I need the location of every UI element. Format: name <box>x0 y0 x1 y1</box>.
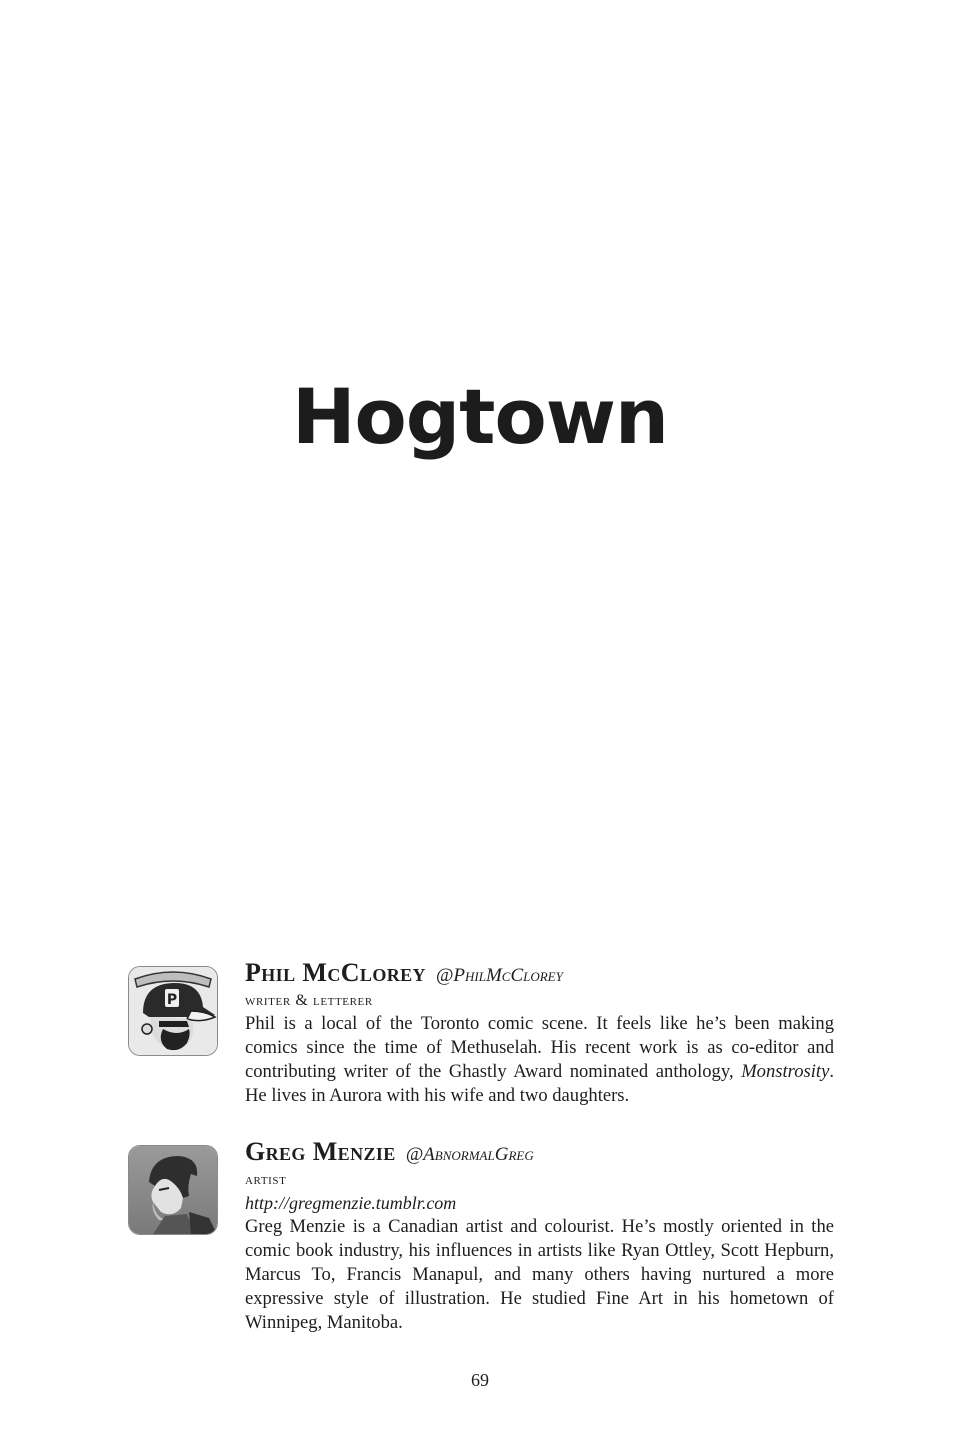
phil-avatar <box>128 966 218 1056</box>
svg-text:P: P <box>166 992 178 1008</box>
contributor-role: writer & letterer <box>245 992 373 1009</box>
contributor-name: Phil McClorey <box>245 958 426 987</box>
greg-avatar <box>128 1145 218 1235</box>
contributor-bio-phil <box>128 956 834 1108</box>
contributor-handle: @PhilMcClorey <box>435 965 563 986</box>
contributor-website-link[interactable]: http://gregmenzie.tumblr.com <box>245 1193 457 1213</box>
contributor-handle: @AbnormalGreg <box>405 1144 534 1165</box>
contributor-description: Greg Menzie is a Canadian artist and colourist. He’s mostly oriented in the comic book industry, his influences in artists like Ryan Ottley, Scott Hepburn, Marcus To, Francis Manapul, and many others having nurtured a more expressive style of illustration. He studied Fine Art in his hometown of Winnipeg, Manitoba. <box>245 1216 834 1333</box>
anthology-title: Monstrosity <box>741 1061 830 1082</box>
phil-portrait-illustration <box>129 967 217 1055</box>
contributor-bio-greg <box>128 1135 834 1335</box>
contributor-name: Greg Menzie <box>245 1137 396 1166</box>
chapter-title: Hogtown <box>291 372 669 461</box>
greg-portrait-illustration <box>129 1146 217 1234</box>
contributor-description: Phil is a local of the Toronto comic scene. It feels like he’s been making comics since the time of Methuselah. His recent work is as co-editor and contributing writer of the Ghastly Award nominated anthology, Monstrosity. He lives in Aurora with his wife and two daughters. <box>245 1013 834 1106</box>
page-number: 69 <box>471 1370 489 1390</box>
contributor-role: artist <box>245 1171 287 1188</box>
